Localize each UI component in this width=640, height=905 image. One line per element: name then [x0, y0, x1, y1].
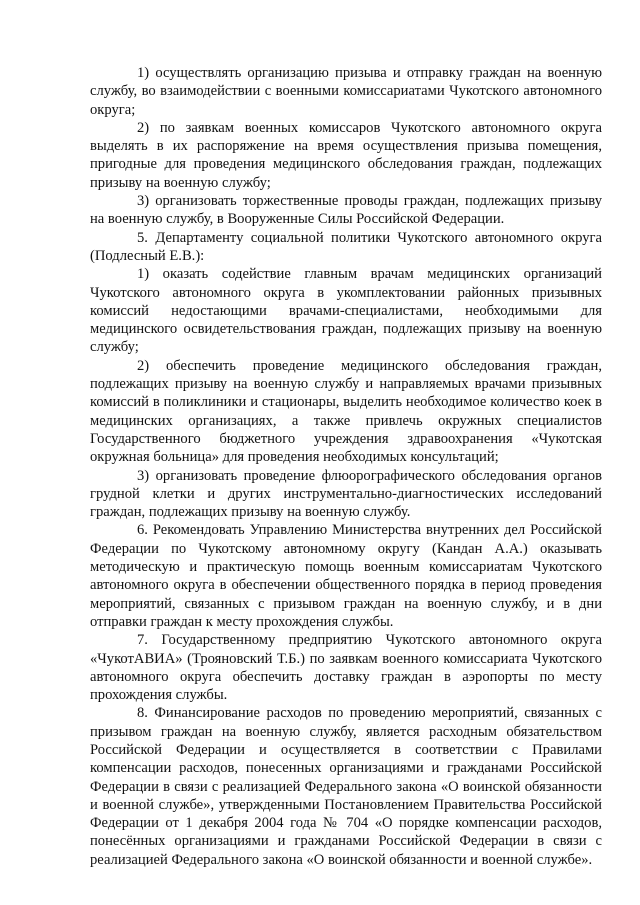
paragraph-item-3: 3) организовать торжественные проводы граждан, подлежащих призыву на военную службу, в Вооруженные Силы Российской Федерации. [90, 193, 602, 228]
paragraph-clause-7: 7. Государственному предприятию Чукотского автономного округа «ЧукотАВИА» (Трояновский Т.Б.) по заявкам военного комиссариата Чукотского автономного округа обеспечить доставку граждан в аэропорты по месту прохождения службы. [90, 632, 602, 704]
paragraph-item-2: 2) по заявкам военных комиссаров Чукотского автономного округа выделять в их распоряжение на время осуществления призыва помещения, пригодные для проведения медицинского обследования граждан, подлежащих призыву на военную службу; [90, 119, 602, 191]
paragraph-clause-5: 5. Департаменту социальной политики Чукотского автономного округа (Подлесный Е.В.): [90, 229, 602, 264]
paragraph-clause-6: 6. Рекомендовать Управлению Министерства внутренних дел Российской Федерации по Чукотскому автономному округу (Кандан А.А.) оказывать методическую и практическую помощь военным комиссариатам Чукотского автономного округа в обеспечении общественного порядка в период проведения мероприятий, связанных с призывом граждан на военную службу, и в дни отправки граждан к месту прохождения службы. [90, 522, 602, 630]
paragraph-clause-5-item-3: 3) организовать проведение флюорографического обследования органов грудной клетки и других инструментально-диагностических исследований граждан, подлежащих призыву на военную службу. [90, 467, 602, 521]
paragraph-clause-5-item-1: 1) оказать содействие главным врачам медицинских организаций Чукотского автономного округа в укомплектовании районных призывных комиссий недостающими врачами-специалистами, необходимыми для медицинского освидетельствования граждан, подлежащих призыву на военную службу; [90, 266, 602, 356]
paragraph-clause-5-item-2: 2) обеспечить проведение медицинского обследования граждан, подлежащих призыву на военную службу и направляемых врачами призывных комиссий в поликлиники и стационары, выделить необходимое количество коек в медицинских организациях, а также привлечь окружных специалистов Государственного бюджетного учреждения здравоохранения «Чукотская окружная больница» для проведения необходимых консультаций; [90, 357, 602, 466]
paragraph-clause-8: 8. Финансирование расходов по проведению мероприятий, связанных с призывом граждан на военную службу, является расходным обязательством Российской Федерации и осуществляется в соответствии с Правилами компенсации расходов, понесенных организациями и гражданами Российской Федерации в связи с реализацией Федерального закона «О воинской обязанности и военной службе», утвержденными Постановлением Правительства Российской Федерации от 1 декабря 2004 года № 704 «О порядке компенсации расходов, понесённых организациями и гражданами Российской Федерации в связи с реализацией Федерального закона «О воинской обязанности и военной службе». [90, 705, 602, 868]
document-page [90, 64, 602, 869]
paragraph-item-1: 1) осуществлять организацию призыва и отправку граждан на военную службу, во взаимодействии с военными комиссариатами Чукотского автономного округа; [90, 65, 602, 118]
